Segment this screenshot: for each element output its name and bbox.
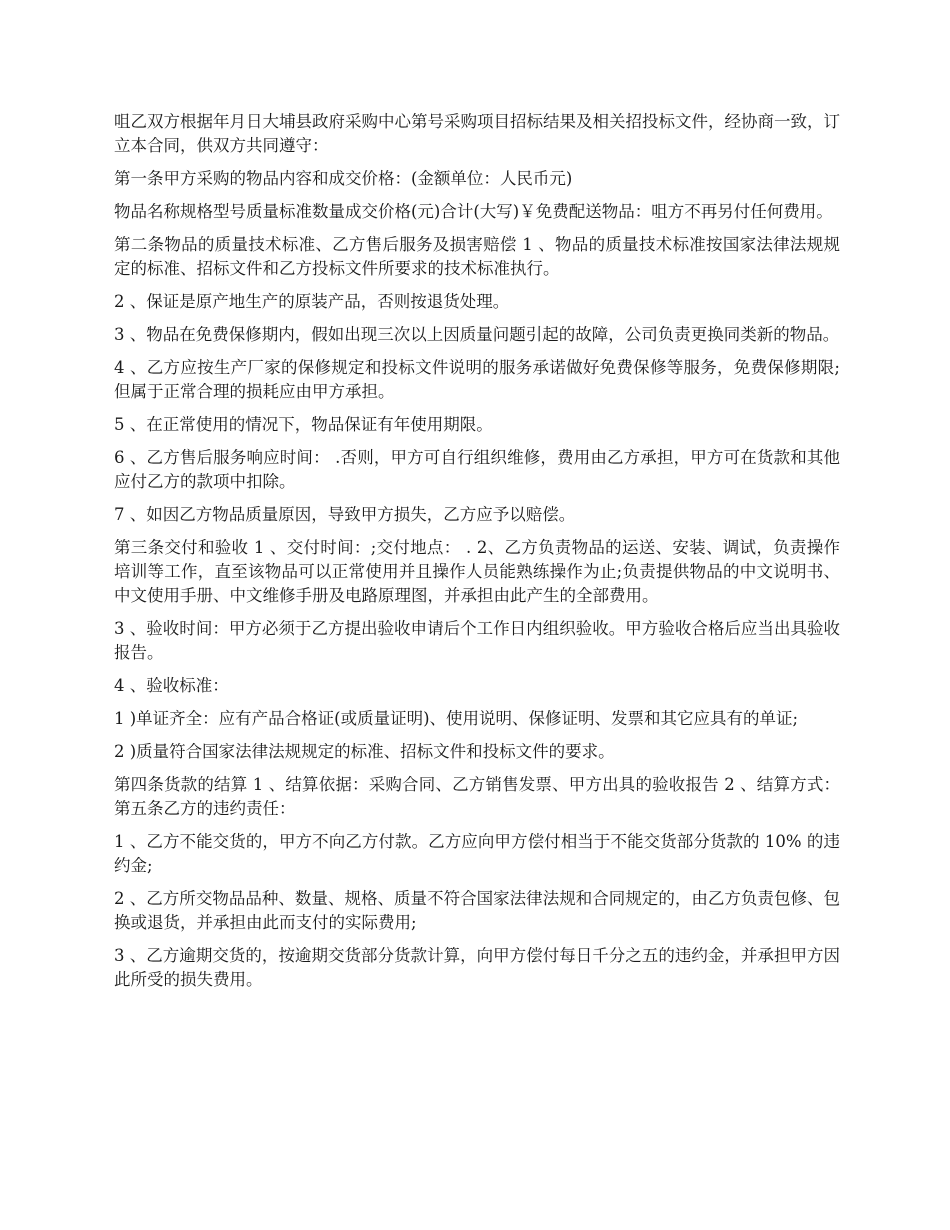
paragraph-clause: 2 、保证是原产地生产的原装产品，否则按退货处理。 bbox=[114, 292, 510, 311]
paragraph-clause: 6 、乙方售后服务响应时间： .否则，甲方可自行组织维修，费用由乙方承担，甲方可在货款和其他应付乙方的款项中扣除。 bbox=[114, 448, 840, 491]
paragraph-subclause: 2 )质量符合国家法律法规规定的标准、招标文件和投标文件的要求。 bbox=[114, 742, 615, 761]
paragraph-clause: 4 、验收标准： bbox=[114, 676, 229, 695]
paragraph-clause: 2 、乙方所交物品品种、数量、规格、质量不符合国家法律法规和合同规定的，由乙方负责包修、包换或退货，并承担由此而支付的实际费用; bbox=[114, 889, 840, 932]
paragraph-article-1: 第一条甲方采购的物品内容和成交价格：(金额单位：人民币元) bbox=[114, 169, 573, 188]
document-body bbox=[114, 110, 840, 1001]
paragraph-clause: 3 、物品在免费保修期内，假如出现三次以上因质量问题引起的故障，公司负责更换同类新的物品。 bbox=[114, 325, 840, 344]
paragraph-item-list: 物品名称规格型号质量标准数量成交价格(元)合计(大写)￥免费配送物品：咀方不再另付任何费用。 bbox=[114, 202, 833, 221]
paragraph-article-3: 第三条交付和验收 1 、交付时间：;交付地点： . 2、乙方负责物品的运送、安装、调试，负责操作培训等工作，直至该物品可以正常使用并且操作人员能熟练操作为止;负责提供物品的中文说明书、中文使用手册、中文维修手册及电路原理图，并承担由此产生的全部费用。 bbox=[114, 538, 840, 605]
paragraph-clause: 7 、如因乙方物品质量原因，导致甲方损失，乙方应予以赔偿。 bbox=[114, 505, 576, 524]
paragraph-clause: 5 、在正常使用的情况下，物品保证有年使用期限。 bbox=[114, 415, 493, 434]
paragraph-clause: 4 、乙方应按生产厂家的保修规定和投标文件说明的服务承诺做好免费保修等服务，免费保修期限;但属于正常合理的损耗应由甲方承担。 bbox=[114, 358, 840, 401]
paragraph-article-2: 第二条物品的质量技术标准、乙方售后服务及损害赔偿 1 、物品的质量技术标准按国家法律法规规定的标准、招标文件和乙方投标文件所要求的技术标准执行。 bbox=[114, 235, 840, 278]
paragraph-article-4: 第四条货款的结算 1 、结算依据：采购合同、乙方销售发票、甲方出具的验收报告 2 、结算方式：第五条乙方的违约责任： bbox=[114, 775, 840, 818]
paragraph-clause: 3 、验收时间：甲方必须于乙方提出验收申请后个工作日内组织验收。甲方验收合格后应当出具验收报告。 bbox=[114, 619, 840, 662]
paragraph-intro: 咀乙双方根据年月日大埔县政府采购中心第号采购项目招标结果及相关招投标文件，经协商一致，订立本合同，供双方共同遵守： bbox=[114, 112, 840, 155]
paragraph-subclause: 1 )单证齐全：应有产品合格证(或质量证明)、使用说明、保修证明、发票和其它应具有的单证; bbox=[114, 709, 799, 728]
paragraph-clause: 1 、乙方不能交货的，甲方不向乙方付款。乙方应向甲方偿付相当于不能交货部分货款的 10% 的违约金; bbox=[114, 832, 840, 875]
paragraph-clause: 3 、乙方逾期交货的，按逾期交货部分货款计算，向甲方偿付每日千分之五的违约金，并承担甲方因此所受的损失费用。 bbox=[114, 946, 840, 989]
